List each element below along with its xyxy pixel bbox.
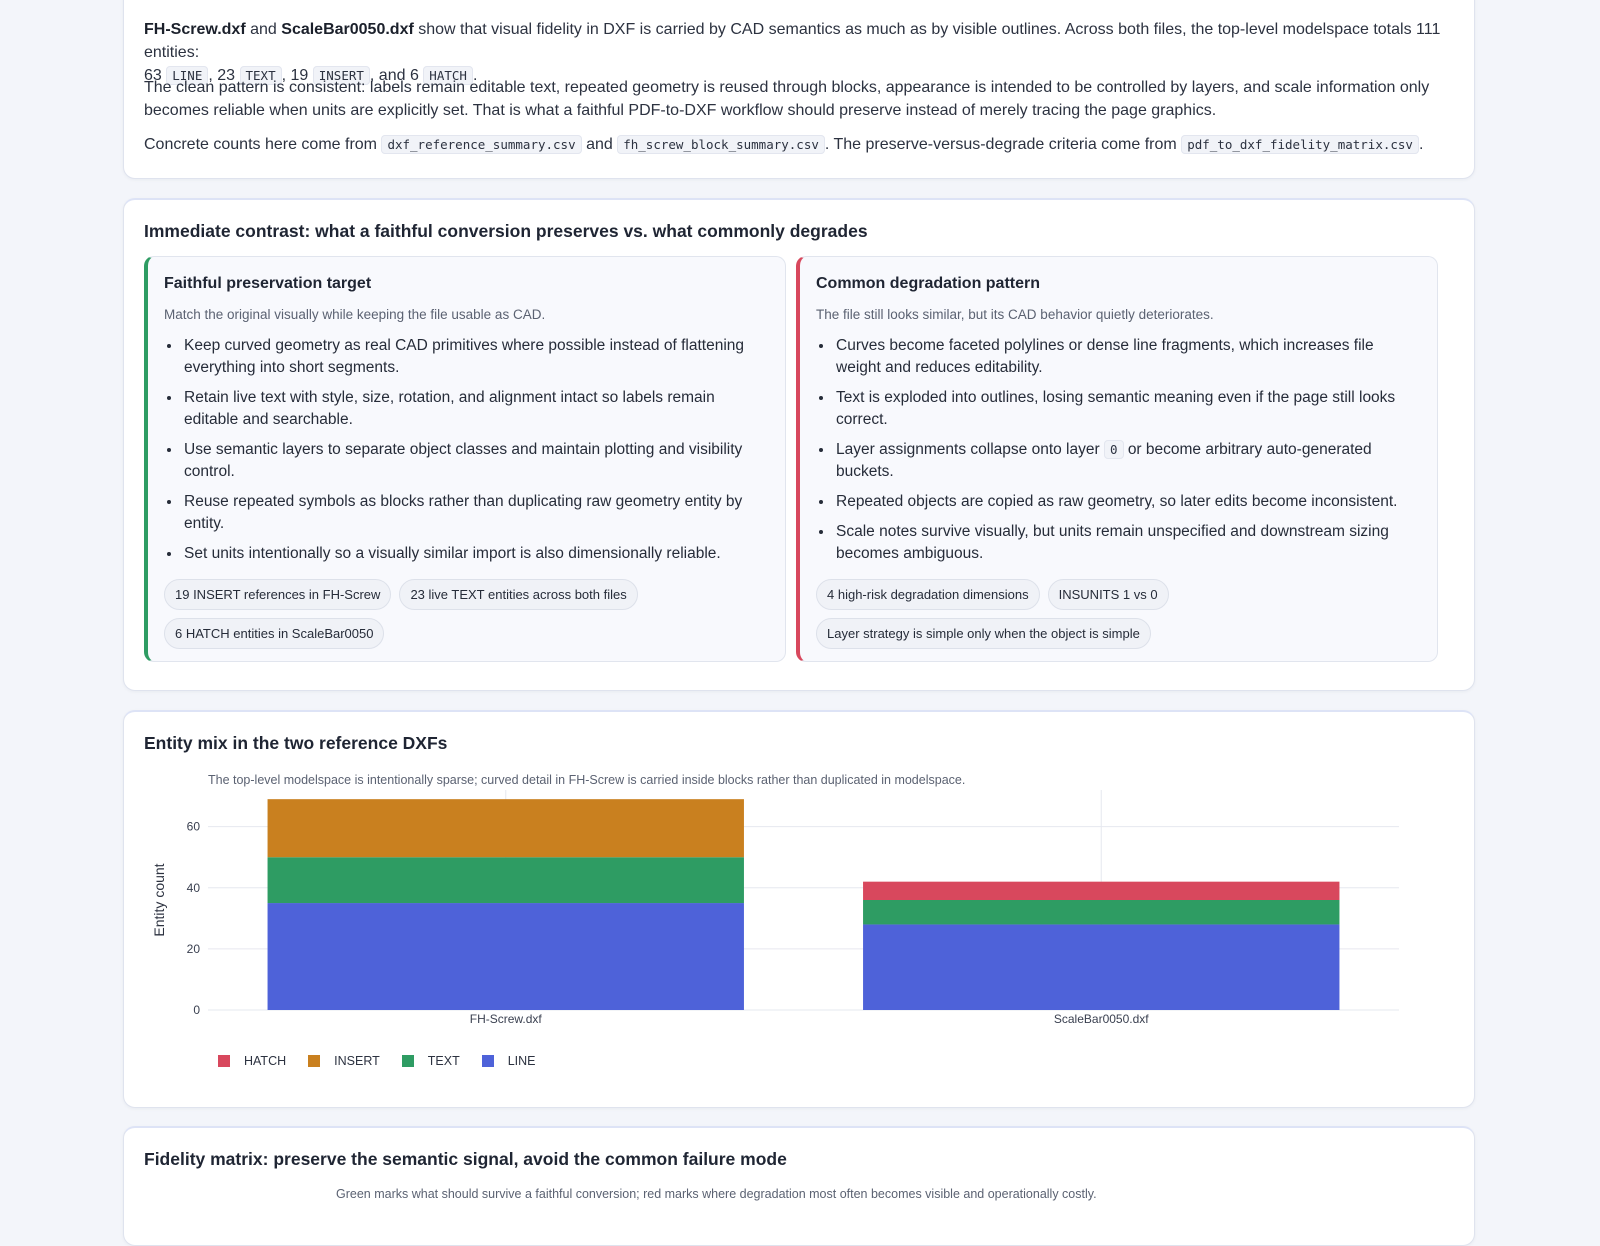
count-hatch: and 6	[378, 67, 419, 84]
file-name-fh-screw: FH-Screw.dxf	[144, 21, 246, 38]
preservation-list	[164, 335, 769, 573]
bar-segment-text	[268, 857, 744, 903]
summary-paragraph-1: FH-Screw.dxf and ScaleBar0050.dxf show that visual fidelity in DXF is carried by CAD semantics as much as by visible outlines. Across both files, the top-level modelspace totals 111 entities: 63 LINE , 23 TEXT , 19 INSERT , and 6 HATCH .	[144, 21, 1441, 84]
code-hatch: HATCH	[423, 66, 473, 85]
code-insert: INSERT	[313, 66, 370, 85]
chart-subtitle: The top-level modelspace is intentionally sparse; curved detail in FH-Screw is carried inside blocks rather than duplicated in modelspace.	[208, 773, 966, 787]
source-file-block-summary: fh_screw_block_summary.csv	[617, 135, 825, 154]
contrast-title: Immediate contrast: what a faithful conversion preserves vs. what commonly degrades	[144, 221, 868, 241]
chart-legend[interactable]	[218, 1054, 536, 1068]
list-item: • Set units intentionally so a visually similar import is also dimensionally reliable.	[182, 543, 769, 565]
count-line: 63	[144, 67, 162, 84]
stat-chip: 23 live TEXT entities across both files	[399, 579, 637, 610]
code-text: TEXT	[240, 66, 282, 85]
legend-swatch	[482, 1055, 494, 1067]
degradation-chips	[816, 579, 1425, 649]
chart-title: Entity mix in the two reference DXFs	[144, 733, 448, 753]
stat-chip: 19 INSERT references in FH-Screw	[164, 579, 391, 610]
list-item: • Repeated objects are copied as raw geometry, so later edits become inconsistent.	[834, 491, 1421, 513]
legend-item-insert[interactable]	[308, 1054, 380, 1068]
legend-label: TEXT	[427, 1054, 460, 1068]
preservation-chips	[164, 579, 773, 649]
layer-zero-code: 0	[1104, 440, 1124, 459]
entity-chart-card	[123, 710, 1475, 1108]
summary-card	[123, 0, 1475, 179]
summary-paragraph-2: The clean pattern is consistent: labels remain editable text, repeated geometry is reused through blocks, appearance is intended to be controlled by layers, and scale information only becomes reliable when units are explicitly set. That is what a faithful PDF-to-DXF workflow should preserve instead of merely tracing the page graphics.	[144, 79, 1430, 119]
preservation-subtitle: Match the original visually while keeping the file usable as CAD.	[164, 307, 546, 322]
list-item: • Use semantic layers to separate object classes and maintain plotting and visibility control.	[182, 439, 769, 483]
matrix-title: Fidelity matrix: preserve the semantic signal, avoid the common failure mode	[144, 1149, 787, 1169]
degradation-subtitle: The file still looks similar, but its CAD behavior quietly deteriorates.	[816, 307, 1214, 322]
legend-label: INSERT	[334, 1054, 380, 1068]
legend-swatch	[308, 1055, 320, 1067]
bar-segment-line	[268, 903, 744, 1010]
legend-item-hatch[interactable]	[218, 1054, 286, 1068]
count-text: 23	[217, 67, 236, 84]
y-tick-label: 40	[186, 880, 200, 895]
bar-segment-insert	[268, 799, 744, 857]
list-item: • Layer assignments collapse onto layer 0 or become arbitrary auto-generated buckets.	[834, 439, 1421, 483]
degradation-title: Common degradation pattern	[816, 275, 1041, 292]
stat-chip: 6 HATCH entities in ScaleBar0050	[164, 618, 384, 649]
code-line: LINE	[166, 66, 208, 85]
y-tick-label: 0	[193, 1003, 200, 1017]
entity-mix-chart[interactable]	[124, 712, 1474, 1102]
list-item: • Retain live text with style, size, rotation, and alignment intact so labels remain editable and searchable.	[182, 387, 769, 431]
legend-label: HATCH	[244, 1054, 287, 1068]
bar-segment-line	[863, 924, 1339, 1010]
legend-swatch	[218, 1055, 230, 1067]
legend-item-text[interactable]	[402, 1054, 460, 1068]
source-file-fidelity-matrix: pdf_to_dxf_fidelity_matrix.csv	[1181, 135, 1419, 154]
contrast-card	[123, 198, 1475, 691]
list-item: • Text is exploded into outlines, losing semantic meaning even if the page still looks correct.	[834, 387, 1421, 431]
degradation-list	[816, 335, 1421, 573]
degradation-panel	[796, 256, 1438, 662]
file-name-scalebar: ScaleBar0050.dxf	[281, 21, 414, 38]
stat-chip: Layer strategy is simple only when the object is simple	[816, 618, 1151, 649]
count-insert: 19	[290, 67, 309, 84]
matrix-subtitle: Green marks what should survive a faithful conversion; red marks where degradation most often becomes visible and operationally costly.	[336, 1187, 1097, 1201]
list-item: • Reuse repeated symbols as blocks rather than duplicating raw geometry entity by entity.	[182, 491, 769, 535]
legend-swatch	[402, 1055, 414, 1067]
y-tick-label: 20	[186, 941, 200, 956]
stat-chip: 4 high-risk degradation dimensions	[816, 579, 1040, 610]
y-axis-label: Entity count	[151, 863, 167, 937]
legend-label: LINE	[507, 1054, 536, 1068]
x-tick-label: FH-Screw.dxf	[469, 1012, 542, 1026]
preservation-panel	[144, 256, 786, 662]
list-item: • Curves become faceted polylines or dense line fragments, which increases file weight and reduces editability.	[834, 335, 1421, 379]
source-file-reference-summary: dxf_reference_summary.csv	[381, 135, 581, 154]
list-item: • Scale notes survive visually, but units remain unspecified and downstream sizing becomes ambiguous.	[834, 521, 1421, 565]
x-tick-label: ScaleBar0050.dxf	[1053, 1012, 1149, 1026]
bar-segment-text	[863, 900, 1339, 924]
legend-item-line[interactable]	[482, 1054, 536, 1068]
summary-paragraph-3: Concrete counts here come from dxf_reference_summary.csv and fh_screw_block_summary.csv . The preserve-versus-degrade criteria come from pdf_to_dxf_fidelity_matrix.csv .	[144, 136, 1424, 153]
bar-segment-hatch	[863, 882, 1339, 900]
fidelity-matrix-card	[123, 1126, 1475, 1246]
y-tick-label: 60	[186, 819, 200, 834]
preservation-title: Faithful preservation target	[164, 275, 372, 292]
list-item: • Keep curved geometry as real CAD primitives where possible instead of flattening everything into short segments.	[182, 335, 769, 379]
stat-chip: INSUNITS 1 vs 0	[1048, 579, 1169, 610]
